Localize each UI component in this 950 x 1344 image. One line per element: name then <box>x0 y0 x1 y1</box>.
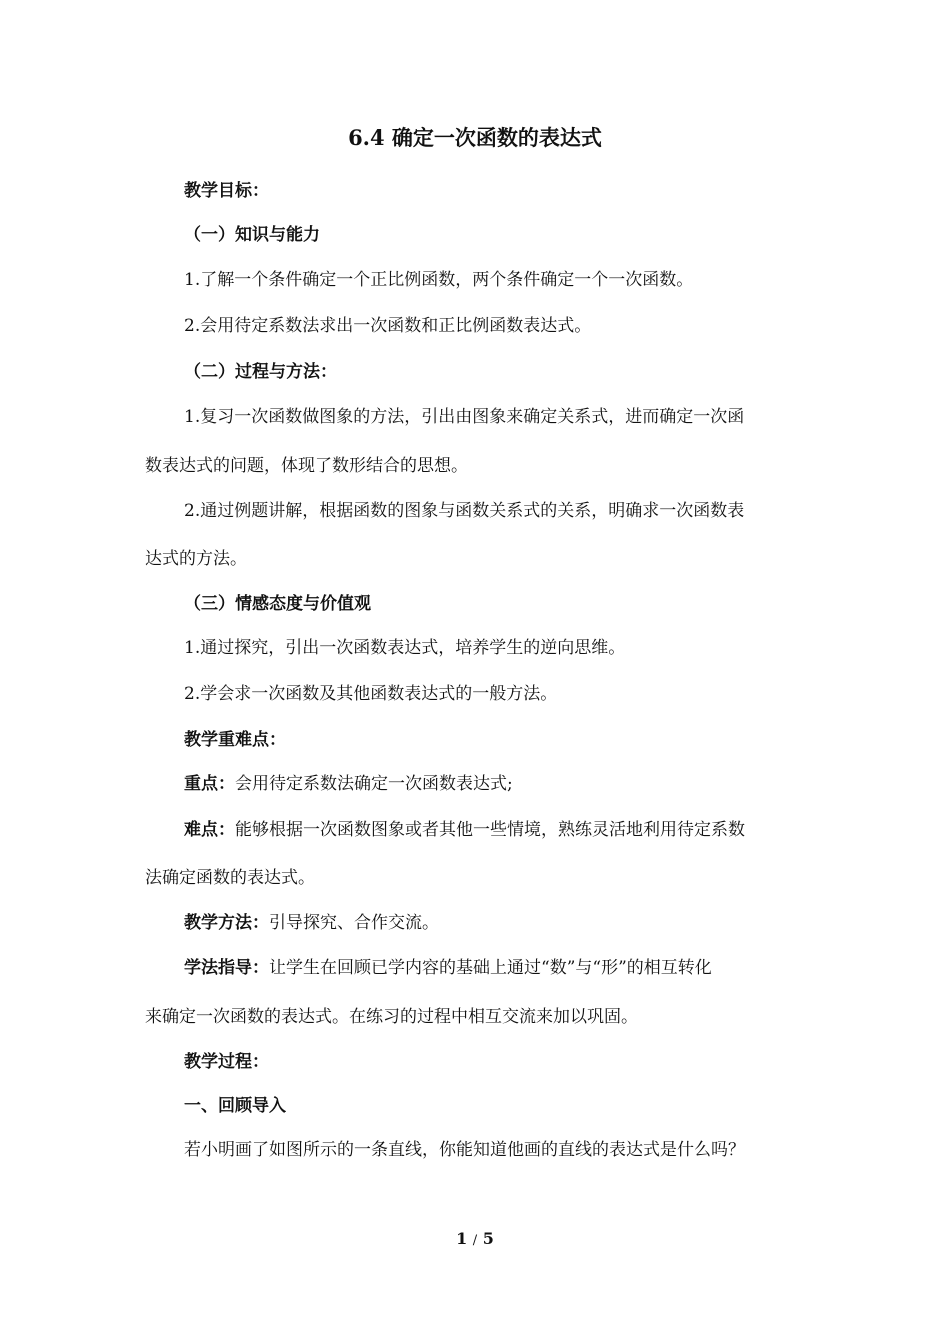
key-difficult-heading: 教学重难点： <box>184 730 286 750</box>
teaching-method-line <box>184 908 439 933</box>
teaching-method-label: 教学方法： <box>184 913 269 933</box>
key-point-text: 会用待定系数法确定一次函数表达式; <box>235 774 513 794</box>
key-point-label: 重点： <box>184 774 235 794</box>
learning-guide-text: 让学生在回顾已学内容的基础上通过“数”与“形”的相互转化 <box>269 958 712 978</box>
objective-item: 1.了解一个条件确定一个正比例函数，两个条件确定一个一次函数。 <box>184 270 694 290</box>
part1-text: 若小明画了如图所示的一条直线，你能知道他画的直线的表达式是什么吗？ <box>184 1140 745 1160</box>
teaching-method-text: 引导探究、合作交流。 <box>269 913 439 933</box>
document-title: 6.4 确定一次函数的表达式 <box>348 125 602 150</box>
objective-item: 1.通过探究，引出一次函数表达式，培养学生的逆向思维。 <box>184 638 626 658</box>
objective-item-continuation: 数表达式的问题，体现了数形结合的思想。 <box>145 456 468 476</box>
page-separator: / <box>472 1233 478 1248</box>
section-knowledge-heading: （一）知识与能力 <box>184 225 320 245</box>
section-process-heading: （二）过程与方法： <box>184 362 337 382</box>
difficult-point-text: 能够根据一次函数图象或者其他一些情境，熟练灵活地利用待定系数 <box>235 820 745 840</box>
objective-item: 2.通过例题讲解，根据函数的图象与函数关系式的关系，明确求一次函数表 <box>184 501 745 521</box>
page-number <box>0 1229 950 1248</box>
process-heading: 教学过程： <box>184 1052 269 1072</box>
current-page: 1 <box>456 1229 468 1248</box>
learning-guide-line <box>184 953 712 978</box>
objectives-heading: 教学目标： <box>184 181 269 201</box>
difficult-point-continuation: 法确定函数的表达式。 <box>145 868 315 888</box>
objective-item-continuation: 达式的方法。 <box>145 549 247 569</box>
objective-item: 2.学会求一次函数及其他函数表达式的一般方法。 <box>184 684 558 704</box>
objective-item: 1.复习一次函数做图象的方法，引出由图象来确定关系式，进而确定一次函 <box>184 407 745 427</box>
key-point-line <box>184 769 513 794</box>
learning-guide-continuation: 来确定一次函数的表达式。在练习的过程中相互交流来加以巩固。 <box>145 1007 638 1027</box>
learning-guide-label: 学法指导： <box>184 958 269 978</box>
difficult-point-line <box>184 815 745 840</box>
part1-heading: 一、回顾导入 <box>184 1096 286 1116</box>
objective-item: 2.会用待定系数法求出一次函数和正比例函数表达式。 <box>184 316 592 336</box>
difficult-point-label: 难点： <box>184 820 235 840</box>
section-attitude-heading: （三）情感态度与价值观 <box>184 594 371 614</box>
total-pages: 5 <box>482 1229 494 1248</box>
